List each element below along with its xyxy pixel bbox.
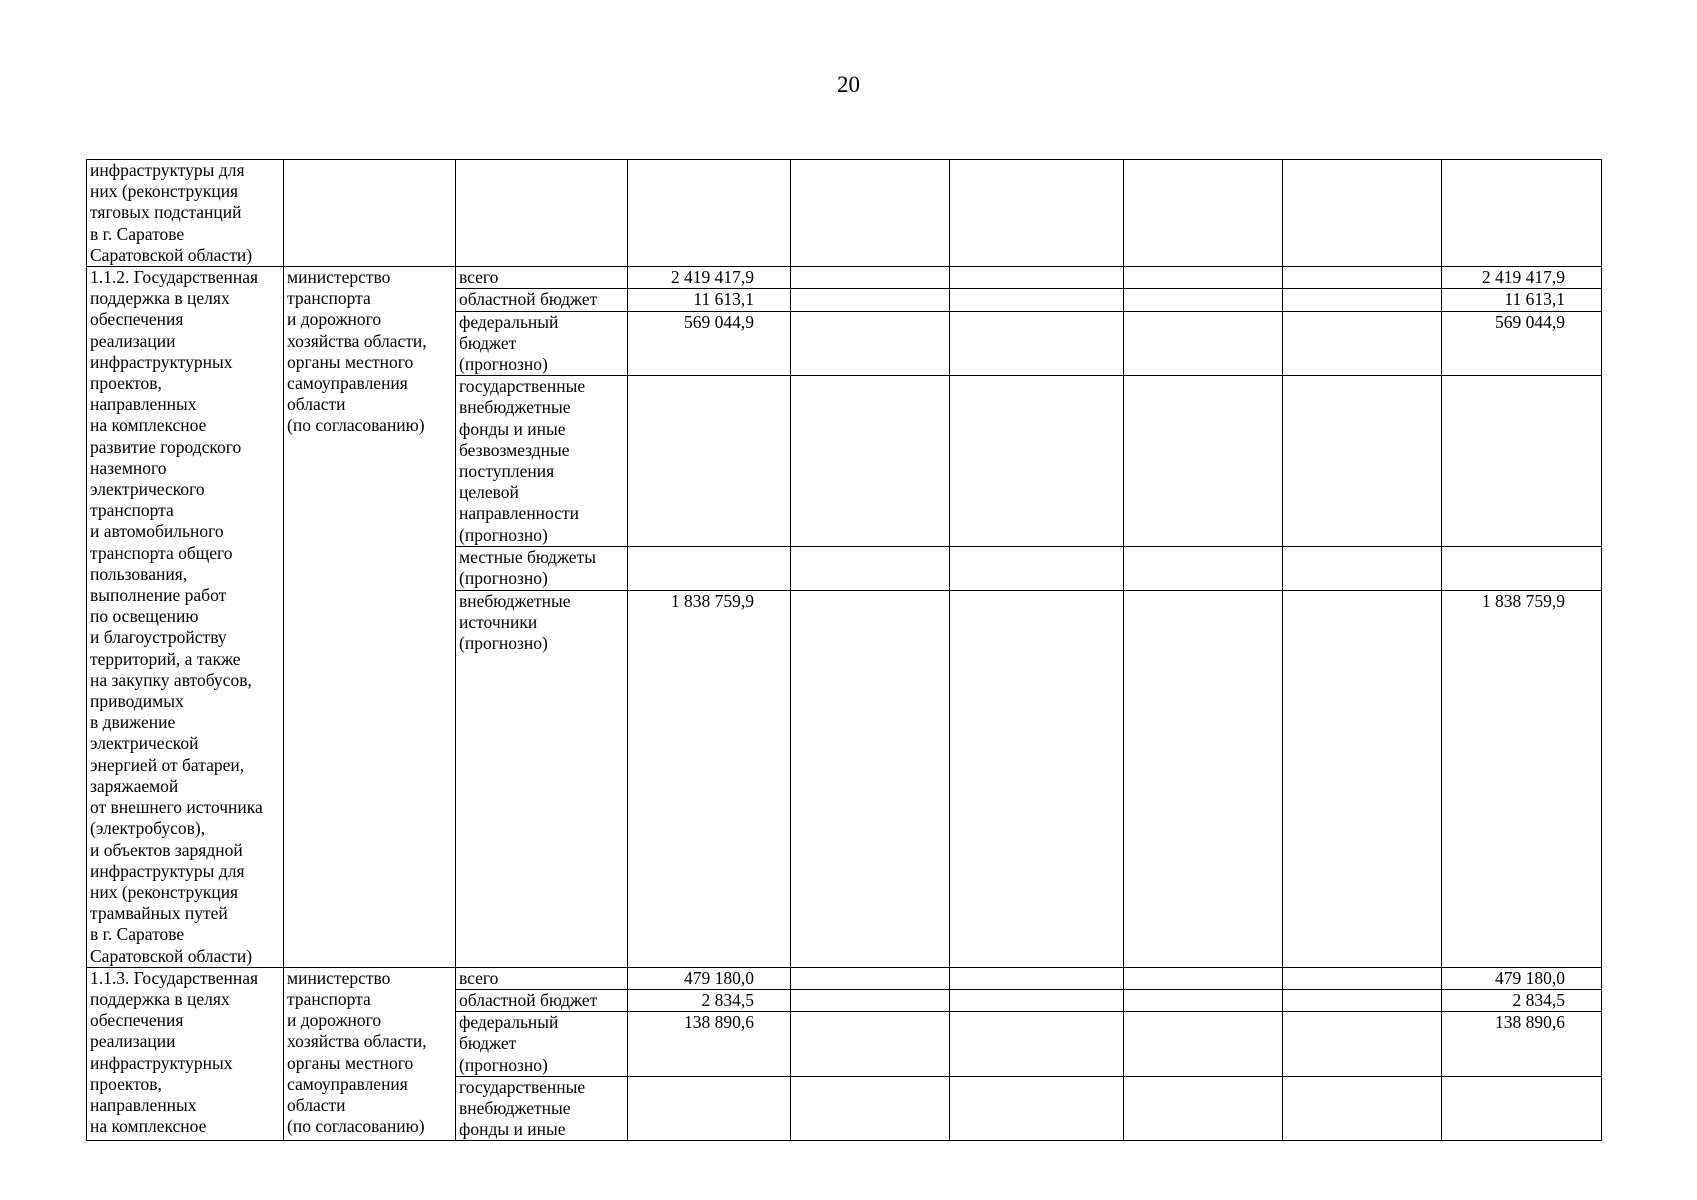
- amount-cell: 2 834,5: [628, 989, 791, 1011]
- total-cell: 569 044,9: [1442, 311, 1602, 376]
- amount-cell: [1124, 590, 1283, 967]
- source-cell: федеральный бюджет (прогнозно): [456, 1012, 628, 1077]
- page-number: 20: [837, 72, 860, 97]
- total-cell: 2 834,5: [1442, 989, 1602, 1011]
- amount-cell: [950, 1076, 1124, 1141]
- executor-cell: министерство транспорта и дорожного хозяйства области, органы местного самоуправления области (по согласованию): [284, 267, 456, 968]
- amount-cell: [1124, 547, 1283, 591]
- activity-cell: 1.1.3. Государственная поддержка в целях обеспечения реализации инфраструктурных проектов, направленных на комплексное: [87, 967, 284, 1141]
- source-cell: государственные внебюджетные фонды и иные: [456, 1076, 628, 1141]
- total-cell: [1442, 376, 1602, 547]
- amount-cell: [950, 590, 1124, 967]
- amount-cell: [1124, 967, 1283, 989]
- table-row: [87, 967, 1602, 989]
- amount-cell: [1124, 160, 1283, 267]
- source-cell: областной бюджет: [456, 989, 628, 1011]
- source-cell: местные бюджеты (прогнозно): [456, 547, 628, 591]
- amount-cell: [628, 547, 791, 591]
- source-cell: [456, 160, 628, 267]
- amount-cell: [950, 160, 1124, 267]
- source-cell: всего: [456, 967, 628, 989]
- amount-cell: [628, 160, 791, 267]
- amount-cell: [1283, 547, 1442, 591]
- table-row: [87, 160, 1602, 267]
- amount-cell: [950, 311, 1124, 376]
- amount-cell: [1124, 289, 1283, 311]
- amount-cell: [950, 989, 1124, 1011]
- total-cell: [1442, 160, 1602, 267]
- amount-cell: 569 044,9: [628, 311, 791, 376]
- amount-cell: [791, 1012, 950, 1077]
- amount-cell: [791, 267, 950, 289]
- amount-cell: [1124, 311, 1283, 376]
- amount-cell: [1283, 1076, 1442, 1141]
- total-cell: 11 613,1: [1442, 289, 1602, 311]
- amount-cell: [950, 289, 1124, 311]
- amount-cell: 479 180,0: [628, 967, 791, 989]
- amount-cell: [950, 267, 1124, 289]
- amount-cell: [1283, 989, 1442, 1011]
- amount-cell: [1283, 590, 1442, 967]
- executor-cell: [284, 160, 456, 267]
- amount-cell: [1283, 289, 1442, 311]
- total-cell: [1442, 1076, 1602, 1141]
- table-row: [87, 267, 1602, 289]
- amount-cell: [1124, 1076, 1283, 1141]
- executor-cell: министерство транспорта и дорожного хозяйства области, органы местного самоуправления области (по согласованию): [284, 967, 456, 1141]
- amount-cell: [1283, 376, 1442, 547]
- amount-cell: [1124, 376, 1283, 547]
- source-cell: областной бюджет: [456, 289, 628, 311]
- amount-cell: [791, 376, 950, 547]
- amount-cell: [1124, 267, 1283, 289]
- source-cell: внебюджетные источники (прогнозно): [456, 590, 628, 967]
- amount-cell: [791, 160, 950, 267]
- amount-cell: [950, 376, 1124, 547]
- amount-cell: [1283, 267, 1442, 289]
- source-cell: федеральный бюджет (прогнозно): [456, 311, 628, 376]
- amount-cell: [791, 289, 950, 311]
- amount-cell: [950, 967, 1124, 989]
- amount-cell: 1 838 759,9: [628, 590, 791, 967]
- amount-cell: [950, 547, 1124, 591]
- activity-cell: 1.1.2. Государственная поддержка в целях обеспечения реализации инфраструктурных проектов, направленных на комплексное развитие городского наземного электрического транспорта и автомобильного транспорта общего пользования, выполнение работ по освещению и благоустройству территорий, а также на закупку автобусов, приводимых в движение электрической энергией от батареи, заряжаемой от внешнего источника (электробусов), и объектов зарядной инфраструктуры для них (реконструкция трамвайных путей в г. Саратове Саратовской области): [87, 267, 284, 968]
- amount-cell: 11 613,1: [628, 289, 791, 311]
- amount-cell: [1124, 1012, 1283, 1077]
- source-cell: всего: [456, 267, 628, 289]
- amount-cell: [628, 376, 791, 547]
- total-cell: 2 419 417,9: [1442, 267, 1602, 289]
- amount-cell: [1283, 311, 1442, 376]
- amount-cell: 2 419 417,9: [628, 267, 791, 289]
- amount-cell: [791, 1076, 950, 1141]
- amount-cell: [1124, 989, 1283, 1011]
- source-cell: государственные внебюджетные фонды и иные безвозмездные поступления целевой направленности (прогнозно): [456, 376, 628, 547]
- budget-table: [86, 159, 1602, 1141]
- amount-cell: 138 890,6: [628, 1012, 791, 1077]
- amount-cell: [791, 590, 950, 967]
- amount-cell: [791, 989, 950, 1011]
- total-cell: 138 890,6: [1442, 1012, 1602, 1077]
- amount-cell: [950, 1012, 1124, 1077]
- amount-cell: [1283, 1012, 1442, 1077]
- amount-cell: [791, 547, 950, 591]
- amount-cell: [1283, 160, 1442, 267]
- amount-cell: [791, 311, 950, 376]
- total-cell: 1 838 759,9: [1442, 590, 1602, 967]
- total-cell: 479 180,0: [1442, 967, 1602, 989]
- amount-cell: [791, 967, 950, 989]
- amount-cell: [628, 1076, 791, 1141]
- activity-cell: инфраструктуры для них (реконструкция тяговых подстанций в г. Саратове Саратовской области): [87, 160, 284, 267]
- total-cell: [1442, 547, 1602, 591]
- amount-cell: [1283, 967, 1442, 989]
